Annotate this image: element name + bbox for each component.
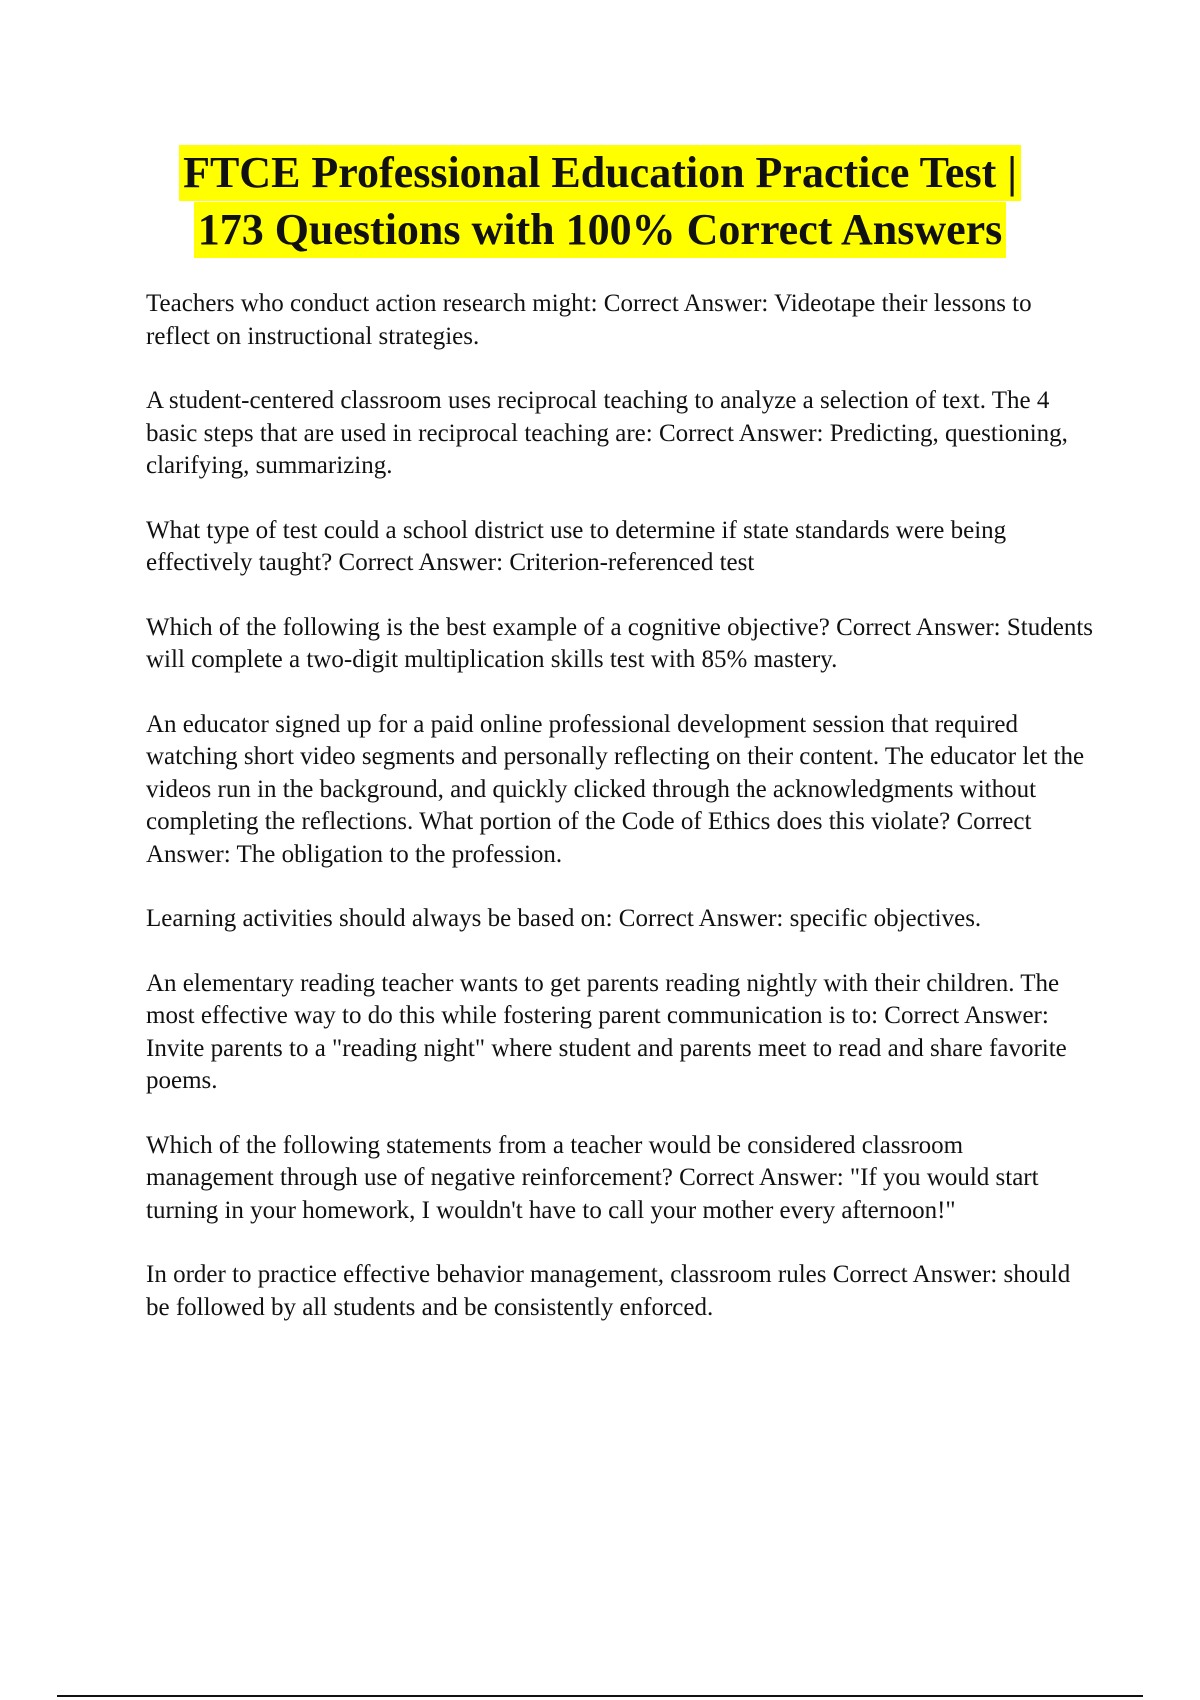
qa-item (146, 709, 1096, 872)
answer-text: specific objectives. (789, 905, 982, 932)
qa-item (146, 515, 1096, 580)
question-text: A student-centered classroom uses reciprocal teaching to analyze a selection of text. The 4 basic steps that are used in reciprocal teaching are: (146, 387, 1056, 447)
question-text: Learning activities should always be based on: (146, 905, 613, 932)
answer-label: Correct Answer: (832, 1261, 998, 1288)
answer-text: Criterion-referenced test (509, 549, 755, 576)
answer-label: Correct Answer: (618, 905, 784, 932)
question-text: Which of the following is the best example of a cognitive objective? (146, 613, 830, 641)
question-text: What type of test could a school district use to determine if state standards were being effectively taught? (146, 516, 1013, 576)
answer-text: Invite parents to a "reading night" where student and parents meet to read and share favorite poems. (146, 1034, 1074, 1094)
answer-label: Correct Answer: (679, 1164, 844, 1191)
answer-label: Correct Answer: (603, 290, 769, 317)
answer-text: The obligation to the profession. (236, 840, 563, 868)
answer-text: Predicting, questioning, clarifying, summarizing. (146, 419, 1075, 479)
qa-item (146, 288, 1096, 353)
question-text: An educator signed up for a paid online professional development session that required watching short video segments and personally reflecting on their content. The educator let the videos run in the background, and quickly clicked through the acknowledgments without completing the reflections. What portion of the Code of Ethics does this violate? (146, 710, 1091, 835)
answer-label: Correct Answer: (146, 808, 1037, 868)
document-title (100, 145, 1100, 259)
answer-label: Correct Answer: (884, 1002, 1049, 1029)
qa-item (146, 1259, 1096, 1324)
answer-label: Correct Answer: (338, 549, 504, 576)
title-line-1: FTCE Professional Education Practice Test | (179, 145, 1021, 201)
answer-text: Students will complete a two-digit multiplication skills test with 85% mastery. (146, 613, 1100, 673)
answer-text: should be followed by all students and be consistently enforced. (146, 1261, 1077, 1321)
question-text: In order to practice effective behavior management, classroom rules (146, 1261, 827, 1288)
title-line-2: 173 Questions with 100% Correct Answers (194, 202, 1007, 258)
qa-item (146, 612, 1100, 677)
answer-label: Correct Answer: (836, 613, 1001, 641)
qa-item (146, 968, 1096, 1098)
question-text: Teachers who conduct action research might: (146, 290, 598, 317)
qa-item (146, 1130, 1096, 1228)
question-text: Which of the following statements from a teacher would be considered classroom management through use of negative reinforcement? (146, 1131, 970, 1191)
footer-divider (57, 1695, 1143, 1697)
question-text: An elementary reading teacher wants to get parents reading nightly with their children. The most effective way to do this while fostering parent communication is to: (146, 969, 1066, 1029)
qa-item (146, 903, 1096, 936)
qa-item (146, 385, 1096, 483)
answer-text: "If you would start turning in your homework, I wouldn't have to call your mother every afternoon!" (146, 1164, 1045, 1224)
answer-label: Correct Answer: (658, 419, 824, 447)
qa-list (146, 288, 1100, 1356)
answer-text: Videotape their lessons to reflect on instructional strategies. (146, 290, 1038, 350)
